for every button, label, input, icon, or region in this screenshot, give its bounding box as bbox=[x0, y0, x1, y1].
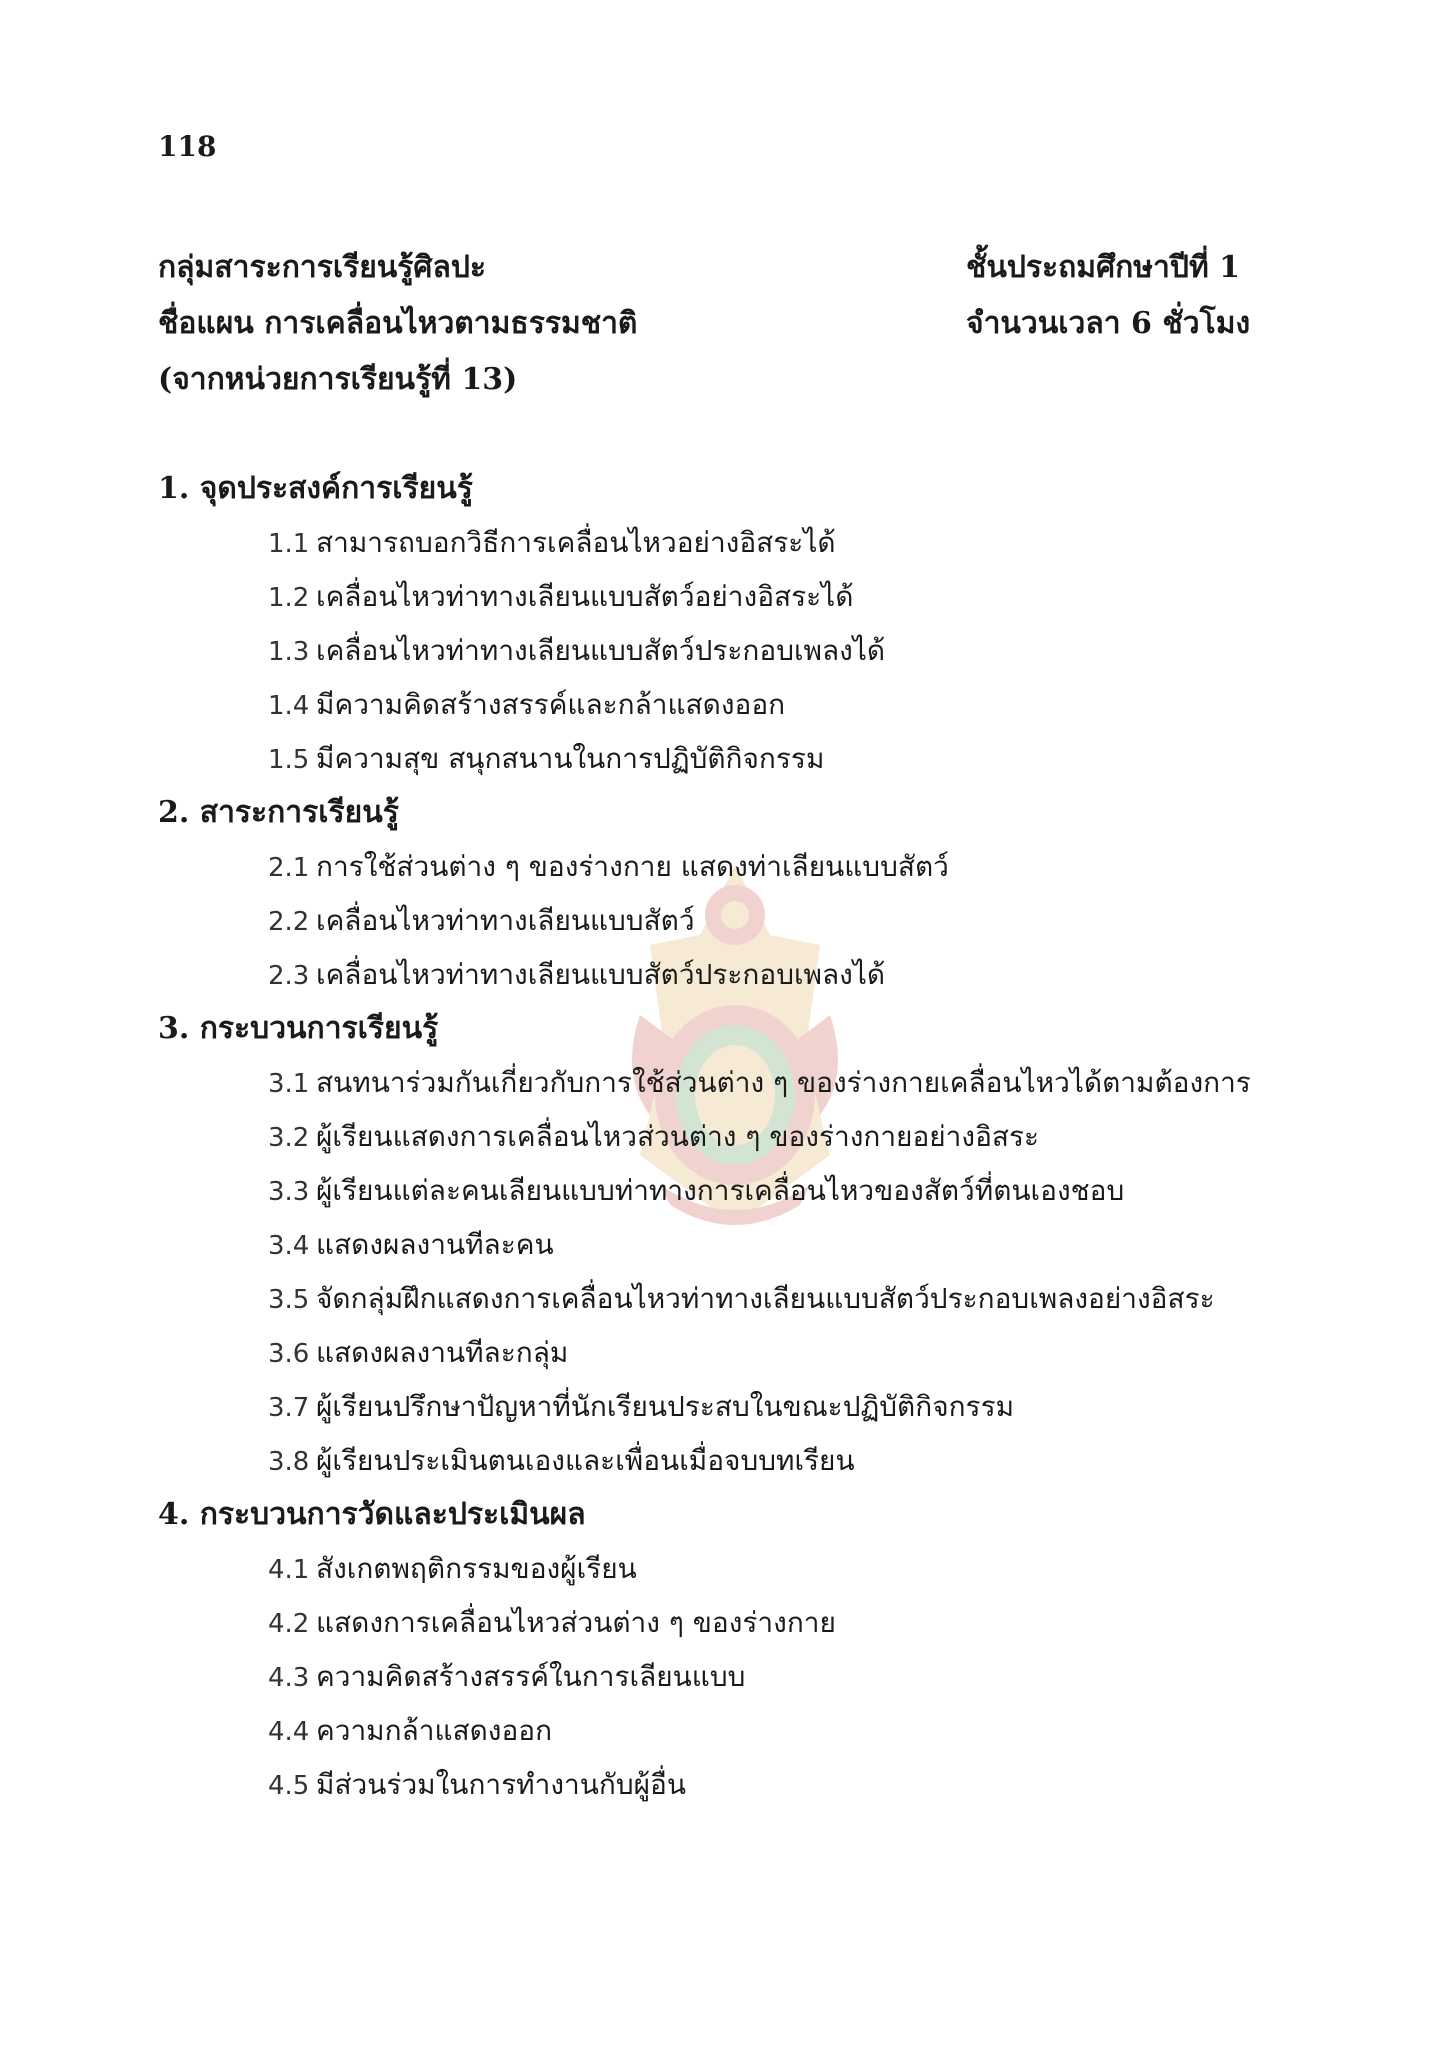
item-number: 2.3 bbox=[268, 961, 310, 991]
unit-reference: (จากหน่วยการเรียนรู้ที่ 13) bbox=[158, 362, 518, 397]
list-item bbox=[158, 948, 1308, 1002]
item-text: ความคิดสร้างสรรค์ในการเลียนแบบ bbox=[316, 1660, 746, 1693]
item-number: 1.4 bbox=[268, 691, 310, 721]
list-item bbox=[158, 894, 1308, 948]
list-item bbox=[158, 624, 1308, 678]
section-title: 1. จุดประสงค์การเรียนรู้ bbox=[158, 471, 473, 506]
item-number: 3.7 bbox=[268, 1393, 310, 1423]
list-item bbox=[158, 1650, 1308, 1704]
list-item bbox=[158, 840, 1308, 894]
list-item bbox=[158, 1542, 1308, 1596]
item-number: 4.3 bbox=[268, 1663, 310, 1693]
item-text: แสดงการเคลื่อนไหวส่วนต่าง ๆ ของร่างกาย bbox=[316, 1606, 836, 1639]
section-title: 2. สาระการเรียนรู้ bbox=[158, 795, 399, 830]
item-text: มีส่วนร่วมในการทำงานกับผู้อื่น bbox=[316, 1768, 686, 1801]
item-number: 3.1 bbox=[268, 1069, 310, 1099]
list-item bbox=[158, 1704, 1308, 1758]
section-learning-process bbox=[158, 1002, 1308, 1488]
lesson-content bbox=[158, 462, 1308, 1812]
list-item bbox=[158, 732, 1308, 786]
list-item bbox=[158, 1380, 1308, 1434]
item-text: ความกล้าแสดงออก bbox=[316, 1714, 553, 1747]
section-title: 3. กระบวนการเรียนรู้ bbox=[158, 1011, 439, 1046]
item-text: มีความคิดสร้างสรรค์และกล้าแสดงออก bbox=[316, 688, 786, 721]
list-item bbox=[158, 1758, 1308, 1812]
list-item bbox=[158, 1434, 1308, 1488]
list-item bbox=[158, 1110, 1308, 1164]
header-left bbox=[158, 240, 637, 408]
subject-group: กลุ่มสาระการเรียนรู้ศิลปะ bbox=[158, 250, 486, 285]
item-text: ผู้เรียนปรึกษาปัญหาที่นักเรียนประสบในขณะปฏิบัติกิจกรรม bbox=[316, 1390, 1015, 1423]
time-allocation: จำนวนเวลา 6 ชั่วโมง bbox=[966, 306, 1251, 341]
item-text: เคลื่อนไหวท่าทางเลียนแบบสัตว์ bbox=[316, 904, 695, 937]
item-number: 1.3 bbox=[268, 637, 310, 667]
list-item bbox=[158, 1056, 1308, 1110]
list-item bbox=[158, 1218, 1308, 1272]
item-number: 3.2 bbox=[268, 1123, 310, 1153]
list-item bbox=[158, 1164, 1308, 1218]
page-number: 118 bbox=[158, 130, 217, 163]
item-text: การใช้ส่วนต่าง ๆ ของร่างกาย แสดงท่าเลียนแบบสัตว์ bbox=[316, 850, 949, 883]
item-number: 4.1 bbox=[268, 1555, 310, 1585]
list-item bbox=[158, 516, 1308, 570]
item-text: แสดงผลงานทีละกลุ่ม bbox=[316, 1336, 569, 1369]
item-text: ผู้เรียนแสดงการเคลื่อนไหวส่วนต่าง ๆ ของร่างกายอย่างอิสระ bbox=[316, 1120, 1040, 1153]
item-number: 3.6 bbox=[268, 1339, 310, 1369]
item-number: 4.2 bbox=[268, 1609, 310, 1639]
item-text: แสดงผลงานทีละคน bbox=[316, 1228, 554, 1261]
item-text: จัดกลุ่มฝึกแสดงการเคลื่อนไหวท่าทางเลียนแบบสัตว์ประกอบเพลงอย่างอิสระ bbox=[316, 1282, 1215, 1315]
item-text: มีความสุข สนุกสนานในการปฏิบัติกิจกรรม bbox=[316, 742, 825, 775]
list-item bbox=[158, 1596, 1308, 1650]
item-number: 3.8 bbox=[268, 1447, 310, 1477]
item-number: 4.4 bbox=[268, 1717, 310, 1747]
list-item bbox=[158, 1326, 1308, 1380]
item-number: 1.2 bbox=[268, 583, 310, 613]
item-number: 2.2 bbox=[268, 907, 310, 937]
item-text: ผู้เรียนประเมินตนเองและเพื่อนเมื่อจบบทเรียน bbox=[316, 1444, 855, 1477]
item-text: เคลื่อนไหวท่าทางเลียนแบบสัตว์ประกอบเพลงได้ bbox=[316, 958, 886, 991]
item-text: เคลื่อนไหวท่าทางเลียนแบบสัตว์อย่างอิสระได้ bbox=[316, 580, 854, 613]
item-number: 4.5 bbox=[268, 1771, 310, 1801]
section-title: 4. กระบวนการวัดและประเมินผล bbox=[158, 1497, 586, 1532]
item-text: เคลื่อนไหวท่าทางเลียนแบบสัตว์ประกอบเพลงได้ bbox=[316, 634, 886, 667]
item-number: 2.1 bbox=[268, 853, 310, 883]
list-item bbox=[158, 570, 1308, 624]
grade-level: ชั้นประถมศึกษาปีที่ 1 bbox=[966, 250, 1241, 285]
item-number: 3.5 bbox=[268, 1285, 310, 1315]
item-text: สามารถบอกวิธีการเคลื่อนไหวอย่างอิสระได้ bbox=[316, 526, 836, 559]
list-item bbox=[158, 678, 1308, 732]
item-number: 3.4 bbox=[268, 1231, 310, 1261]
item-text: ผู้เรียนแต่ละคนเลียนแบบท่าทางการเคลื่อนไหวของสัตว์ที่ตนเองชอบ bbox=[316, 1174, 1125, 1207]
section-assessment bbox=[158, 1488, 1308, 1812]
list-item bbox=[158, 1272, 1308, 1326]
item-number: 3.3 bbox=[268, 1177, 310, 1207]
item-text: สนทนาร่วมกันเกี่ยวกับการใช้ส่วนต่าง ๆ ของร่างกายเคลื่อนไหวได้ตามต้องการ bbox=[316, 1066, 1251, 1099]
header-right bbox=[966, 240, 1250, 352]
item-number: 1.5 bbox=[268, 745, 310, 775]
item-text: สังเกตพฤติกรรมของผู้เรียน bbox=[316, 1552, 637, 1585]
item-number: 1.1 bbox=[268, 529, 310, 559]
section-objectives bbox=[158, 462, 1308, 786]
plan-name: ชื่อแผน การเคลื่อนไหวตามธรรมชาติ bbox=[158, 306, 638, 341]
section-content bbox=[158, 786, 1308, 1002]
